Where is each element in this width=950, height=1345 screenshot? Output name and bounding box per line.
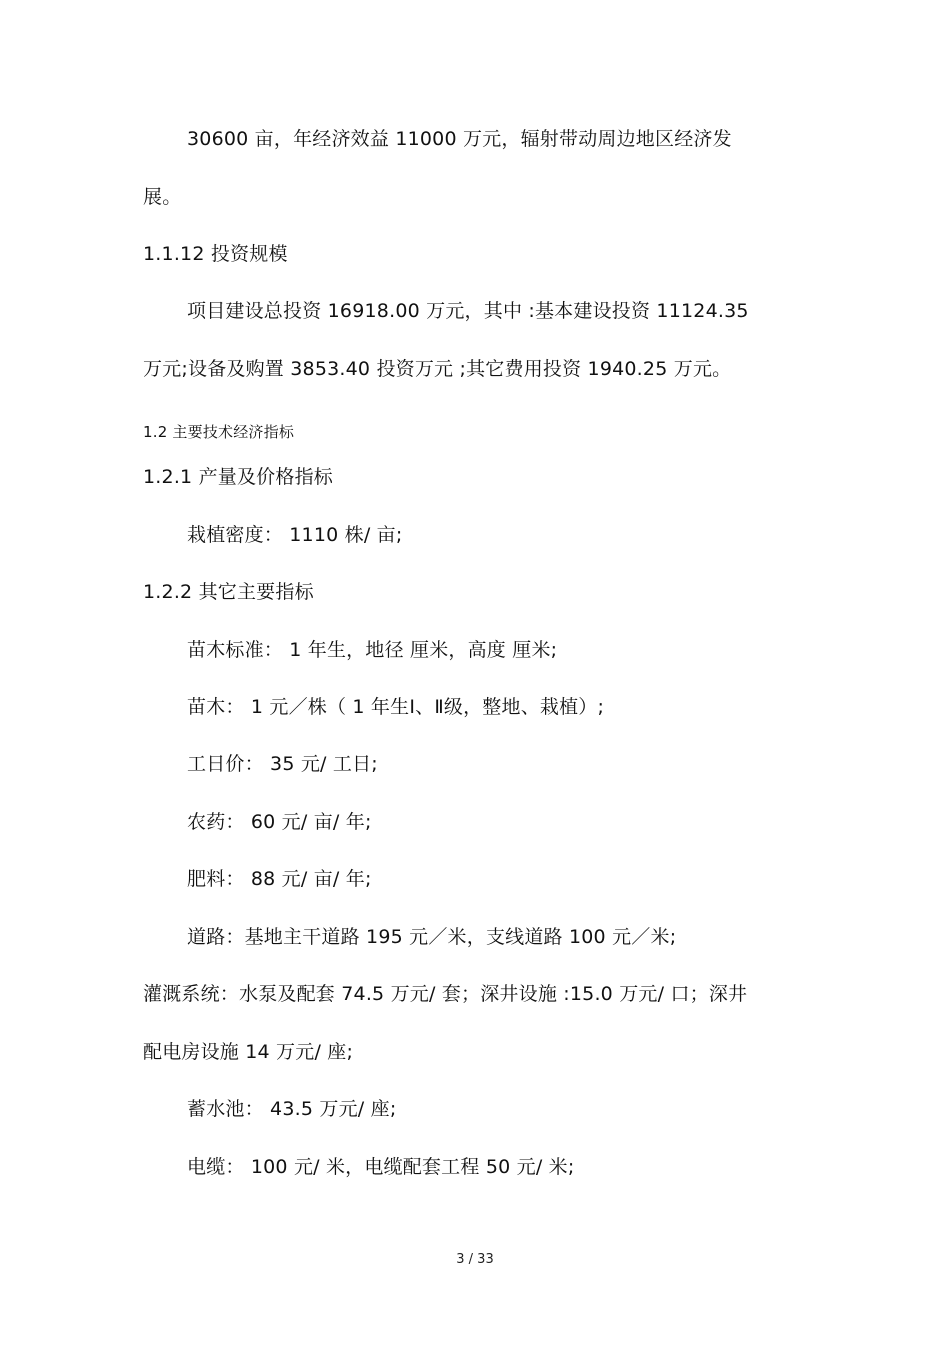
body-paragraph-line: 项目建设总投资 16918.00 万元，其中 :基本建设投资 11124.35 — [187, 300, 749, 322]
body-paragraph-line: 万元;设备及购置 3853.40 投资万元 ;其它费用投资 1940.25 万元。 — [143, 358, 732, 380]
indicator-item: 电缆： 100 元/ 米，电缆配套工程 50 元/ 米; — [187, 1156, 575, 1178]
indicator-item: 配电房设施 14 万元/ 座; — [143, 1041, 354, 1063]
indicator-item: 农药： 60 元/ 亩/ 年; — [187, 811, 372, 833]
indicator-item: 灌溉系统：水泵及配套 74.5 万元/ 套；深井设施 :15.0 万元/ 口；深井 — [143, 983, 748, 1005]
indicator-item: 苗木： 1 元／株（ 1 年生Ⅰ、Ⅱ级，整地、栽植）; — [187, 696, 605, 718]
section-heading: 1.2.1 产量及价格指标 — [143, 466, 333, 488]
body-paragraph-line: 30600 亩，年经济效益 11000 万元，辐射带动周边地区经济发 — [187, 128, 732, 150]
indicator-item: 苗木标准： 1 年生，地径 厘米，高度 厘米; — [187, 639, 558, 661]
indicator-item: 栽植密度： 1110 株/ 亩; — [187, 524, 403, 546]
chapter-heading: 1.2 主要技术经济指标 — [143, 423, 295, 441]
indicator-item: 肥料： 88 元/ 亩/ 年; — [187, 868, 372, 890]
indicator-item: 道路：基地主干道路 195 元／米，支线道路 100 元／米; — [187, 926, 677, 948]
indicator-item: 工日价： 35 元/ 工日; — [187, 753, 378, 775]
page-number: 3 / 33 — [456, 1252, 494, 1267]
section-heading: 1.1.12 投资规模 — [143, 243, 288, 265]
body-paragraph-line: 展。 — [143, 186, 182, 208]
indicator-item: 蓄水池： 43.5 万元/ 座; — [187, 1098, 397, 1120]
section-heading: 1.2.2 其它主要指标 — [143, 581, 314, 603]
